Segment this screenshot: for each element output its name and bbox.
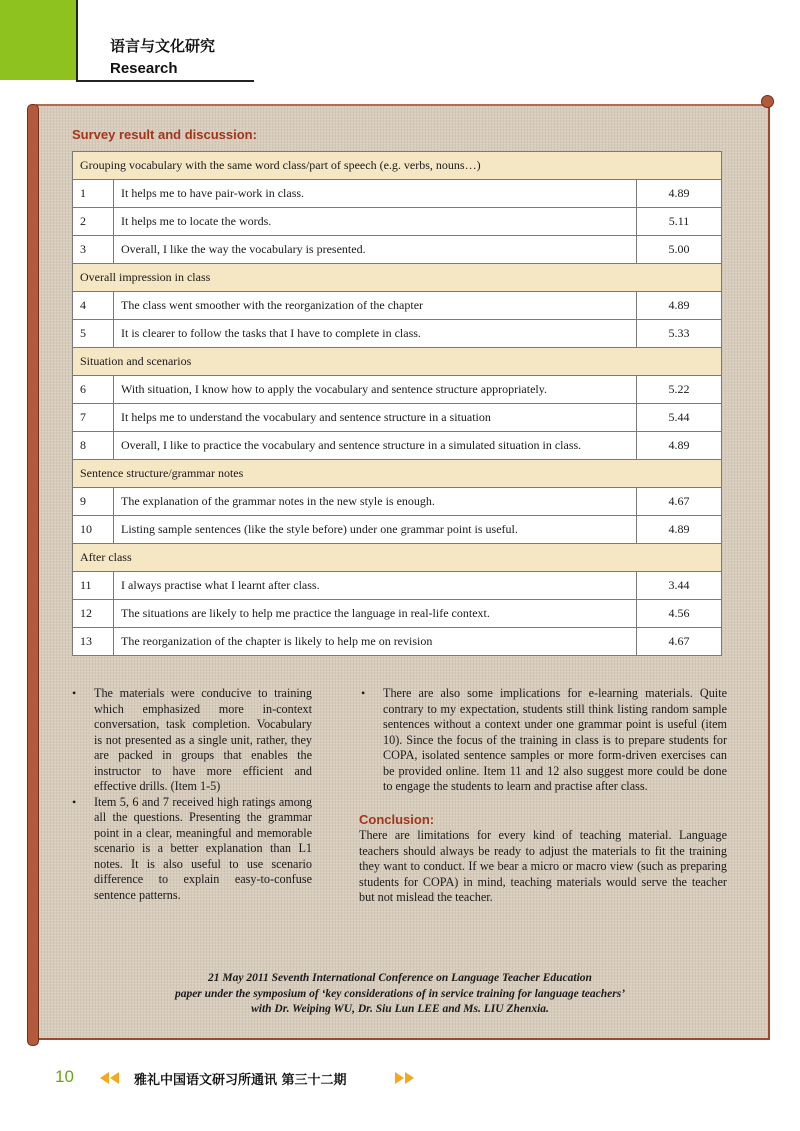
table-group-row [73,152,722,180]
item-number: 1 [73,180,114,208]
item-statement: The class went smoother with the reorganization of the chapter [114,292,637,320]
group-heading: Situation and scenarios [73,348,722,376]
item-number: 8 [73,432,114,460]
item-number: 12 [73,600,114,628]
footnote-line: paper under the symposium of ‘key considerations of in service training for language teachers’ [174,987,626,1000]
table-row [73,572,722,600]
header-green-block [0,0,76,80]
item-statement: It is clearer to follow the tasks that I have to complete in class. [114,320,637,348]
section-title-chinese: 语言与文化研究 [110,37,216,55]
item-rating: 4.89 [637,432,722,460]
header-vertical-rule [76,0,78,82]
survey-heading: Survey result and discussion: [72,127,257,142]
item-statement: Overall, I like to practice the vocabulary and sentence structure in a simulated situation in class. [114,432,637,460]
item-rating: 4.67 [637,488,722,516]
table-group-row [73,264,722,292]
table-row [73,404,722,432]
item-rating: 5.33 [637,320,722,348]
item-statement: The explanation of the grammar notes in the new style is enough. [114,488,637,516]
table-row [73,292,722,320]
conference-footnote [90,971,710,1018]
discussion-left-column [70,686,312,903]
right-arrow-icon [395,1072,404,1084]
item-rating: 5.11 [637,208,722,236]
item-rating: 4.89 [637,516,722,544]
footnote-line: with Dr. Weiping WU, Dr. Siu Lun LEE and Ms. LIU Zhenxia. [251,1003,549,1015]
item-number: 11 [73,572,114,600]
item-number: 7 [73,404,114,432]
item-number: 4 [73,292,114,320]
discussion-bullet: • The materials were conducive to training which emphasized more in-context conversation, task completion. Vocabulary is not presented as a single unit, rather, they are packed in groups that enables the instructor to have more efficient and effective drills. (Item 1-5) [70,686,312,795]
page-number: 10 [55,1067,74,1086]
item-number: 3 [73,236,114,264]
discussion-bullet: • Item 5, 6 and 7 received high ratings among all the questions. Presenting the grammar point in a clear, meaningful and memorable scenario is a better explanation than L1 notes. It is also useful to use scenario difference to explain easy-to-confuse sentence patterns. [70,795,312,904]
section-title-english: Research [110,60,178,77]
table-row [73,432,722,460]
item-rating: 4.56 [637,600,722,628]
discussion-list-left [70,686,312,903]
item-number: 5 [73,320,114,348]
group-heading: Overall impression in class [73,264,722,292]
item-number: 10 [73,516,114,544]
item-rating: 4.89 [637,180,722,208]
item-rating: 3.44 [637,572,722,600]
footnote-line: 21 May 2011 Seventh International Conference on Language Teacher Education [208,972,592,984]
table-row [73,208,722,236]
discussion-list-right [359,686,727,795]
group-heading: Grouping vocabulary with the same word class/part of speech (e.g. verbs, nouns…) [73,152,722,180]
scroll-roll-knob [761,95,774,108]
item-number: 13 [73,628,114,656]
table-row [73,180,722,208]
item-statement: It helps me to locate the words. [114,208,637,236]
newsletter-title: 雅礼中国语文研习所通讯 第三十二期 [134,1073,347,1088]
table-row [73,376,722,404]
item-number: 9 [73,488,114,516]
item-statement: The reorganization of the chapter is likely to help me on revision [114,628,637,656]
left-arrow-icon [100,1072,109,1084]
item-statement: Listing sample sentences (like the style before) under one grammar point is useful. [114,516,637,544]
item-rating: 5.00 [637,236,722,264]
group-heading: Sentence structure/grammar notes [73,460,722,488]
item-statement: Overall, I like the way the vocabulary is presented. [114,236,637,264]
table-row [73,628,722,656]
table-group-row [73,348,722,376]
table-row [73,600,722,628]
header-horizontal-rule [76,80,254,82]
table-row [73,516,722,544]
item-number: 2 [73,208,114,236]
group-heading: After class [73,544,722,572]
table-row [73,320,722,348]
scroll-roll-left [27,104,39,1046]
table-group-row [73,460,722,488]
right-arrow-icon [405,1072,414,1084]
discussion-bullet: • There are also some implications for e-learning materials. Quite contrary to my expectation, students still think listing random sample sentences without a context under one grammar point is useful (item 10). Since the focus of the training in class is to prepare students for COPA, isolated sentence samples or more form-driven exercises can be provided online. Item 11 and 12 also suggest more could be done to engage the students to learn and practise after class. [359,686,727,795]
conclusion-heading: Conclusion: [359,811,435,827]
table-row [73,236,722,264]
table-group-row [73,544,722,572]
item-rating: 4.67 [637,628,722,656]
item-statement: It helps me to have pair-work in class. [114,180,637,208]
item-rating: 5.44 [637,404,722,432]
survey-table [72,151,722,656]
item-statement: The situations are likely to help me practice the language in real-life context. [114,600,637,628]
conclusion-text: There are limitations for every kind of teaching material. Language teachers should always be ready to adjust the materials to fit the training they want to conduct. If we bear a micro or macro view (such as preparing students for COPA) in mind, teaching materials would serve the teacher but not mislead the teacher. [359,828,727,904]
item-rating: 5.22 [637,376,722,404]
item-number: 6 [73,376,114,404]
discussion-right-column [359,686,727,906]
left-arrow-icon [110,1072,119,1084]
item-rating: 4.89 [637,292,722,320]
item-statement: With situation, I know how to apply the vocabulary and sentence structure appropriately. [114,376,637,404]
item-statement: I always practise what I learnt after class. [114,572,637,600]
table-row [73,488,722,516]
item-statement: It helps me to understand the vocabulary and sentence structure in a situation [114,404,637,432]
